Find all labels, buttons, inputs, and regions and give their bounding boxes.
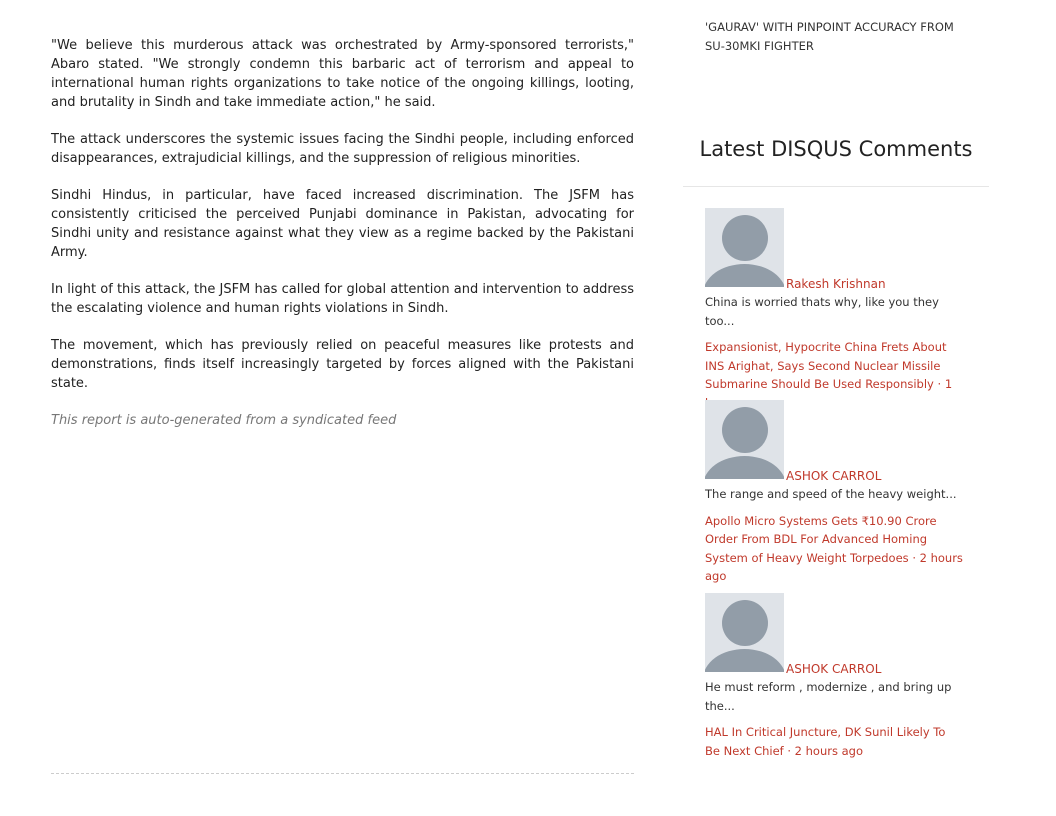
article-paragraph: "We believe this murderous attack was orchestrated by Army-sponsored terrorists," Abaro stated. "We strongly condemn this barbaric act of terrorism and appeal to international human rights organizations to take notice of the ongoing killings, looting, and brutality in Sindh and take immediate action," he said. — [51, 38, 634, 110]
disqus-comments-list — [705, 208, 963, 760]
comment-item — [705, 400, 963, 593]
comment-thread — [705, 512, 963, 586]
sidebar-headline-link[interactable]: 'GAURAV' WITH PINPOINT ACCURACY FROM SU-30MKI FIGHTER — [705, 20, 954, 53]
article-divider — [51, 773, 634, 774]
comment-author-link[interactable]: ASHOK CARROL — [786, 469, 882, 483]
avatar[interactable] — [705, 593, 784, 672]
comment-thread-link[interactable]: HAL In Critical Juncture, DK Sunil Likely To Be Next Chief — [705, 725, 946, 758]
avatar[interactable] — [705, 400, 784, 479]
comment-time: · 2 hours ago — [705, 550, 963, 583]
comment-excerpt[interactable]: The range and speed of the heavy weight... — [705, 487, 957, 501]
syndication-note: This report is auto-generated from a syndicated feed — [51, 413, 397, 428]
avatar-head-icon — [722, 600, 768, 646]
comment-author-link[interactable]: ASHOK CARROL — [786, 662, 882, 676]
avatar-head-icon — [722, 215, 768, 261]
article-paragraph: Sindhi Hindus, in particular, have faced increased discrimination. The JSFM has consistently criticised the perceived Punjabi dominance in Pakistan, advocating for Sindhi unity and resistance against what they view as a regime backed by the Pakistani Army. — [51, 188, 634, 260]
avatar-body-icon — [705, 456, 784, 479]
article-paragraph: In light of this attack, the JSFM has called for global attention and intervention to address the escalating violence and human rights violations in Sindh. — [51, 282, 634, 316]
disqus-comments-heading: Latest DISQUS Comments — [699, 137, 973, 161]
comment-header — [705, 400, 963, 483]
comment-item — [705, 208, 963, 400]
comment-time: · 1 — [937, 377, 953, 391]
article-body — [51, 36, 634, 448]
comment-thread-link[interactable]: Apollo Micro Systems Gets ₹10.90 Crore Order From BDL For Advanced Homing System of Heavy Weight Torpedoes — [705, 513, 937, 565]
avatar-head-icon — [722, 407, 768, 453]
comment-header — [705, 208, 963, 291]
comment-time: · 2 hours ago — [787, 743, 864, 758]
comment-header — [705, 593, 963, 676]
comment-item — [705, 593, 963, 760]
comment-excerpt[interactable]: He must reform , modernize , and bring up the... — [705, 680, 952, 713]
avatar[interactable] — [705, 208, 784, 287]
avatar-body-icon — [705, 649, 784, 672]
article-paragraph: The attack underscores the systemic issues facing the Sindhi people, including enforced disappearances, extrajudicial killings, and the suppression of religious minorities. — [51, 132, 634, 166]
comment-excerpt[interactable]: China is worried thats why, like you they too... — [705, 295, 939, 328]
article-paragraph: The movement, which has previously relied on peaceful measures like protests and demonstrations, finds itself increasingly targeted by forces aligned with the Pakistani state. — [51, 338, 634, 391]
comment-thread — [705, 723, 963, 760]
disqus-divider — [683, 186, 989, 187]
comment-author-link[interactable]: Rakesh Krishnan — [786, 277, 886, 291]
comment-thread-link[interactable]: Expansionist, Hypocrite China Frets About INS Arighat, Says Second Nuclear Missile Submarine Should Be Used Responsibly — [705, 340, 947, 391]
avatar-body-icon — [705, 264, 784, 287]
